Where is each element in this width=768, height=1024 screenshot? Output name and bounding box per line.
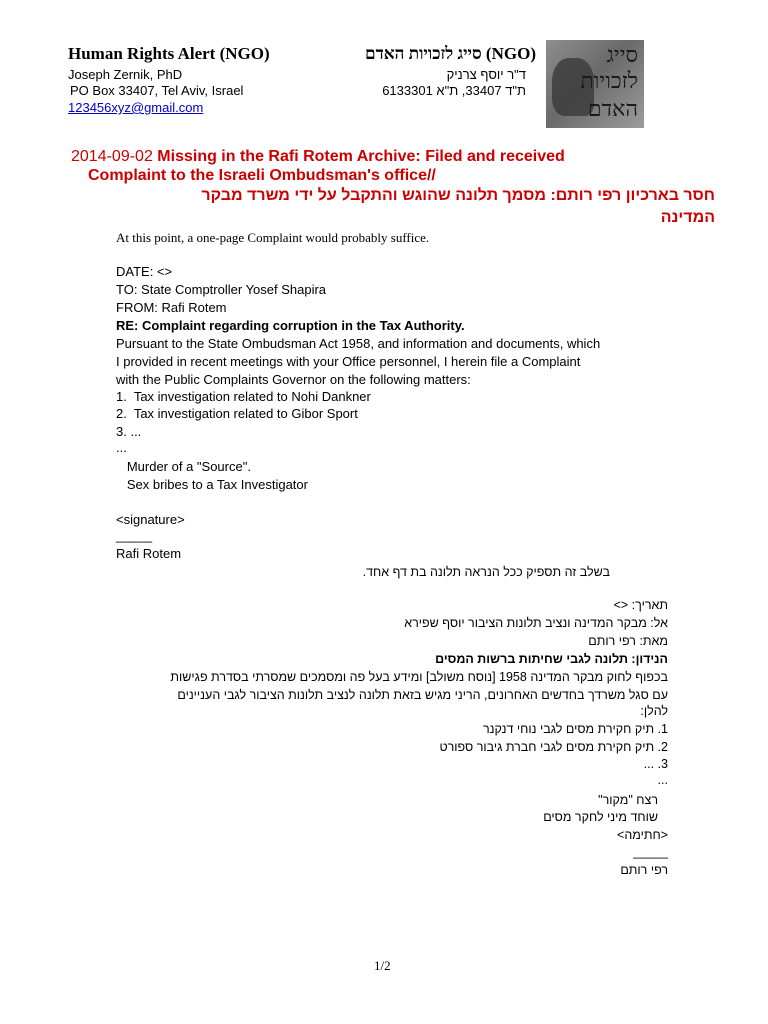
sub-item-he-2: שוחד מיני לחקר מסים [543, 810, 658, 824]
from-line-en: FROM: Rafi Rotem [116, 300, 227, 315]
re-line-en: RE: Complaint regarding corruption in the Tax Authority. [116, 318, 465, 333]
item-en-4: ... [116, 440, 127, 455]
org-name-en: Human Rights Alert (NGO) [68, 44, 270, 63]
date-line-en: DATE: <> [116, 264, 173, 279]
document-title-he-line-1: חסר בארכיון רפי רותם: מסמך תלונה שהוגש והתקבל על ידי משרד מבקר [201, 187, 715, 204]
signature-line-he: _____ [633, 845, 668, 859]
from-line-he: מאת: רפי רותם [588, 634, 668, 648]
date-line-he: תאריך: <> [613, 598, 668, 612]
signature-line-en: _____ [116, 528, 153, 543]
title-date: 2014-09-02 [71, 148, 153, 165]
address-en: PO Box 33407, Tel Aviv, Israel [70, 83, 244, 98]
title-text-1: Missing in the Rafi Rotem Archive: Filed and received [157, 148, 565, 165]
email-link[interactable]: 123456xyz@gmail.com [68, 100, 204, 115]
item-en-1: 1. Tax investigation related to Nohi Dankner [116, 389, 371, 404]
signer-name-en: Rafi Rotem [116, 546, 182, 561]
org-name-he: (NGO) סייג לזכויות האדם [364, 44, 536, 63]
item-en-6: Sex bribes to a Tax Investigator [116, 477, 308, 492]
org-logo [546, 40, 644, 128]
para-en-2: I provided in recent meetings with your Office personnel, I herein file a Complaint [116, 354, 581, 369]
signer-name-he: רפי רותם [620, 863, 668, 877]
address-he: ת"ד 33407, ת"א 6133301 [382, 83, 526, 98]
sub-item-he-1: רצח "מקור" [598, 793, 658, 807]
signature-he: <חתימה> [617, 828, 668, 842]
item-he-1: 1. תיק חקירת מסים לגבי נוחי דנקנר [483, 722, 668, 736]
logo-word-2: לזכויות [580, 69, 638, 94]
to-line-he: אל: מבקר המדינה ונציב תלונות הציבור יוסף שפירא [404, 616, 668, 630]
intro-en: At this point, a one-page Complaint would probably suffice. [116, 230, 430, 245]
item-en-3: 3. ... [116, 424, 142, 439]
para-he-2: עם סגל משרדך בחדשים האחרונים, הריני מגיש בזאת תלונה לנציב תלונות הציבור לגבי העניינים [177, 688, 668, 702]
document-title-he-line-2: המדינה [660, 209, 715, 226]
item-he-2: 2. תיק חקירת מסים לגבי חברת גיבור ספורט [439, 740, 668, 754]
item-he-3: 3. ... [643, 757, 668, 771]
author-name-en: Joseph Zernik, PhD [68, 67, 183, 82]
logo-word-1: סייג [606, 43, 638, 68]
document-title-line-1 [71, 148, 565, 166]
document-title-line-2: Complaint to the Israeli Ombudsman's office// [88, 167, 436, 184]
item-en-2: 2. Tax investigation related to Gibor Sport [116, 406, 358, 421]
logo-word-3: האדם [587, 97, 638, 122]
intro-he: בשלב זה תספיק ככל הנראה תלונה בת דף אחד. [362, 565, 610, 579]
to-line-en: TO: State Comptroller Yosef Shapira [116, 282, 327, 297]
para-he-1: בכפוף לחוק מבקר המדינה 1958 [נוסח משולב] ומידע בעל פה ומסמכים שמסרתי בסדרת פגישות [170, 670, 668, 684]
para-en-3: with the Public Complaints Governor on the following matters: [116, 372, 471, 387]
re-line-he: הנידון: תלונה לגבי שחיתות ברשות המסים [435, 652, 668, 666]
page-number: 1/2 [374, 958, 391, 973]
para-en-1: Pursuant to the State Ombudsman Act 1958, and information and documents, which [116, 336, 601, 351]
para-he-3: להלן: [640, 704, 668, 718]
signature-en: <signature> [116, 512, 185, 527]
author-name-he: ד"ר יוסף צרניק [446, 67, 526, 82]
item-he-4: ... [657, 773, 668, 787]
item-en-5: Murder of a "Source". [116, 459, 251, 474]
